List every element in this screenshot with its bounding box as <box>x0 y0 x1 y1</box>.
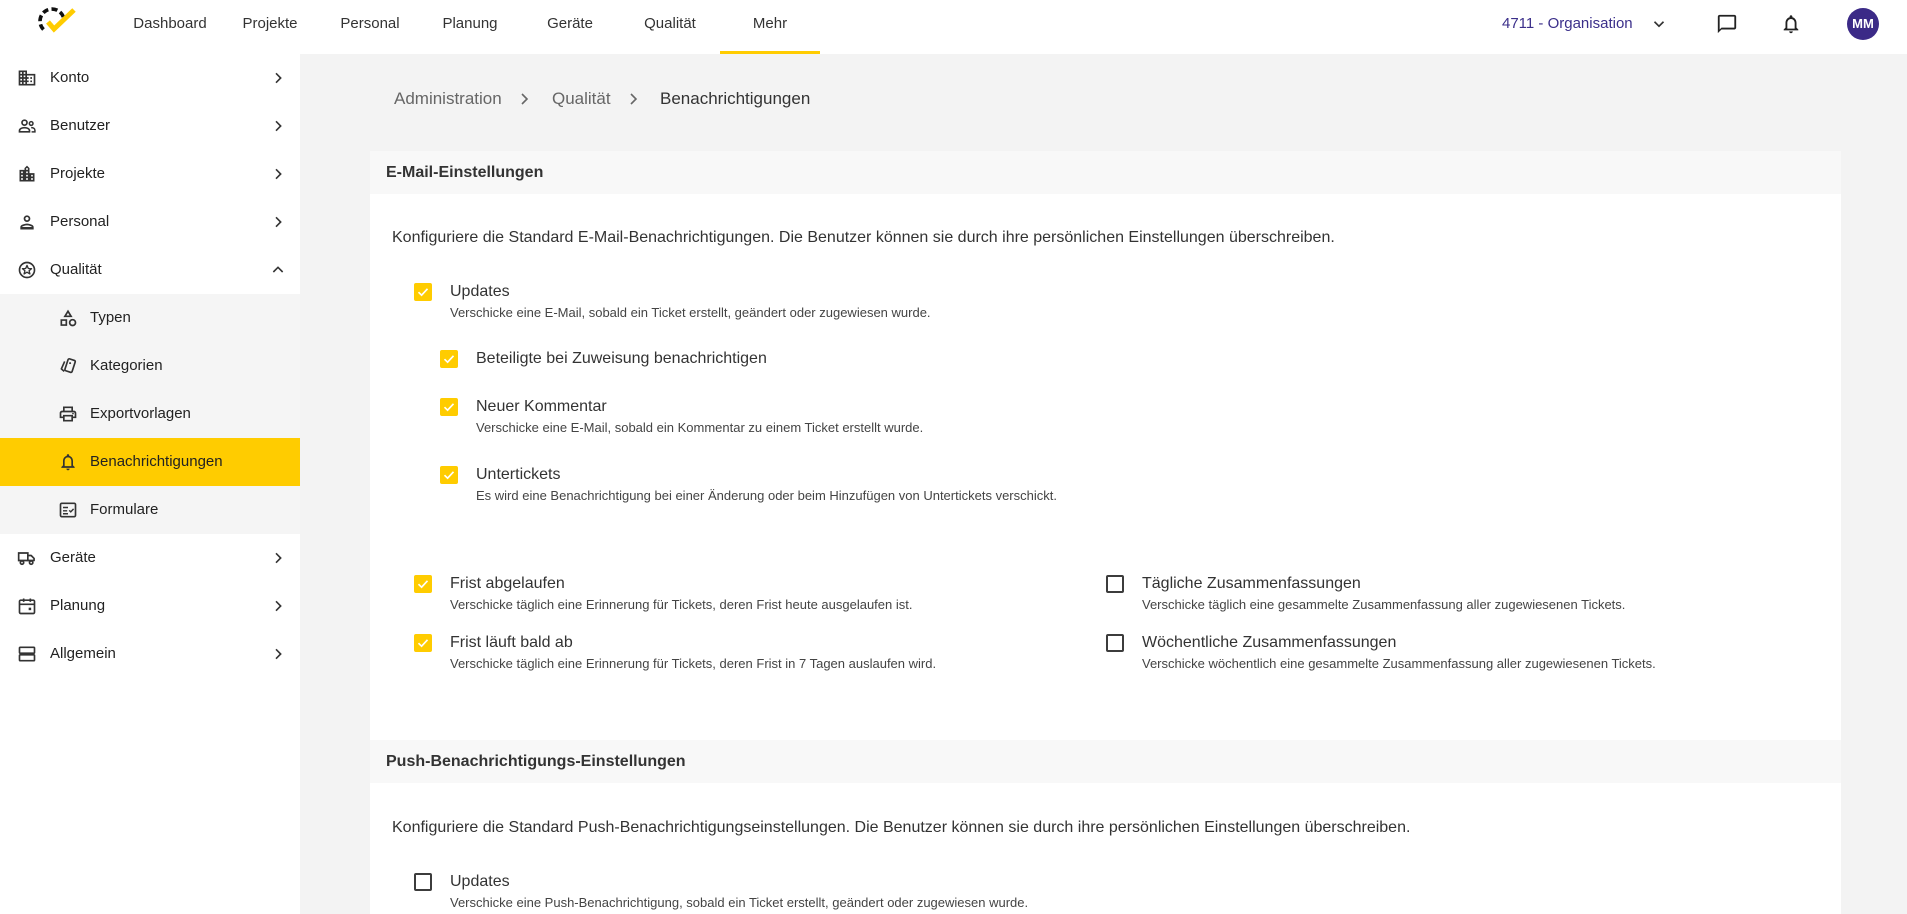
chevron-right-icon <box>270 214 286 230</box>
nav-tab-projekte[interactable]: Projekte <box>242 15 298 32</box>
building-icon <box>17 68 37 88</box>
option-untertickets <box>440 465 1057 505</box>
sidebar-item-formulare[interactable] <box>0 486 300 534</box>
option-label: Frist läuft bald ab <box>450 634 573 651</box>
card-description: Konfiguriere die Standard E-Mail-Benachrichtigungen. Die Benutzer können sie durch ihre persönlichen Einstellungen überschreiben. <box>392 229 1335 246</box>
calendar-icon <box>17 596 37 616</box>
chevron-right-icon <box>270 646 286 662</box>
card-title: Push-Benachrichtigungs-Einstellungen <box>370 740 1841 783</box>
option-description: Verschicke eine E-Mail, sobald ein Kommentar zu einem Ticket erstellt wurde. <box>476 420 924 435</box>
top-bar <box>0 0 1907 54</box>
option-label: Beteiligte bei Zuweisung benachrichtigen <box>476 350 767 367</box>
sidebar-item-label: Konto <box>50 69 90 86</box>
option-label: Wöchentliche Zusammenfassungen <box>1142 634 1397 651</box>
checkbox[interactable] <box>440 398 458 416</box>
sidebar-item-label: Benachrichtigungen <box>90 453 223 470</box>
checkbox[interactable] <box>414 634 432 652</box>
option-description: Es wird eine Benachrichtigung bei einer Änderung oder beim Hinzufügen von Untertickets verschickt. <box>476 488 1057 503</box>
breadcrumb-item-administration[interactable]: Administration <box>394 89 502 108</box>
printer-icon <box>58 404 78 424</box>
main-content <box>300 54 1907 914</box>
storage-icon <box>17 644 37 664</box>
sidebar-item-typen[interactable] <box>0 294 300 342</box>
chevron-right-icon <box>270 550 286 566</box>
option-label: Neuer Kommentar <box>476 398 607 415</box>
option-taegliche-zusammenfassungen <box>1106 574 1625 614</box>
option-beteiligte-benachrichtigen <box>440 349 767 369</box>
bell-icon[interactable] <box>1780 13 1802 35</box>
app-logo-icon[interactable] <box>34 4 82 40</box>
city-icon <box>17 164 37 184</box>
nav-tab-personal[interactable]: Personal <box>340 15 400 32</box>
star-circle-icon <box>17 260 37 280</box>
sidebar-item-exportvorlagen[interactable] <box>0 390 300 438</box>
card-description: Konfiguriere die Standard Push-Benachrichtigungseinstellungen. Die Benutzer können sie durch ihre persönlichen Einstellungen überschreiben. <box>392 819 1411 836</box>
chevron-right-icon <box>270 70 286 86</box>
sidebar-item-qualitaet[interactable] <box>0 246 300 294</box>
sidebar-item-personal[interactable] <box>0 198 300 246</box>
nav-tab-dashboard[interactable]: Dashboard <box>133 15 207 32</box>
person-icon <box>17 212 37 232</box>
option-description: Verschicke eine E-Mail, sobald ein Ticket erstellt, geändert oder zugewiesen wurde. <box>450 305 931 320</box>
sidebar-item-label: Qualität <box>50 261 102 278</box>
sidebar-item-allgemein[interactable] <box>0 630 300 678</box>
sidebar-item-label: Personal <box>50 213 110 230</box>
option-description: Verschicke täglich eine Erinnerung für Tickets, deren Frist in 7 Tagen auslaufen wird. <box>450 656 937 671</box>
checkbox[interactable] <box>414 283 432 301</box>
sidebar <box>0 54 300 914</box>
sidebar-item-kategorien[interactable] <box>0 342 300 390</box>
option-updates <box>414 282 931 322</box>
chevron-right-icon <box>629 93 639 105</box>
option-frist-abgelaufen <box>414 574 912 614</box>
option-description: Verschicke eine Push-Benachrichtigung, sobald ein Ticket erstellt, geändert oder zugewiesen wurde. <box>450 895 1029 910</box>
chat-icon[interactable] <box>1716 13 1738 35</box>
option-description: Verschicke täglich eine Erinnerung für Tickets, deren Frist heute ausgelaufen ist. <box>450 597 913 612</box>
chevron-right-icon <box>270 118 286 134</box>
sidebar-item-label: Projekte <box>50 165 106 182</box>
truck-icon <box>17 548 37 568</box>
shapes-icon <box>58 308 78 328</box>
chevron-right-icon <box>270 166 286 182</box>
nav-tab-mehr[interactable]: Mehr <box>720 0 820 54</box>
sidebar-item-label: Allgemein <box>50 645 116 662</box>
sidebar-item-projekte[interactable] <box>0 150 300 198</box>
sidebar-item-label: Exportvorlagen <box>90 405 191 422</box>
avatar[interactable]: MM <box>1847 8 1879 40</box>
option-label: Updates <box>450 873 510 890</box>
sidebar-item-label: Planung <box>50 597 106 614</box>
sidebar-item-geraete[interactable] <box>0 534 300 582</box>
sidebar-item-konto[interactable] <box>0 54 300 102</box>
option-woechentliche-zusammenfassungen <box>1106 633 1656 673</box>
sidebar-item-label: Benutzer <box>50 117 111 134</box>
sidebar-item-benutzer[interactable] <box>0 102 300 150</box>
chevron-right-icon <box>270 598 286 614</box>
option-label: Tägliche Zusammenfassungen <box>1142 575 1361 592</box>
option-label: Untertickets <box>476 466 561 483</box>
option-description: Verschicke täglich eine gesammelte Zusammenfassung aller zugewiesenen Tickets. <box>1142 597 1626 612</box>
option-description: Verschicke wöchentlich eine gesammelte Zusammenfassung aller zugewiesenen Tickets. <box>1142 656 1656 671</box>
bell-icon <box>58 452 78 472</box>
option-frist-laeuft-bald-ab <box>414 633 936 673</box>
checkbox[interactable] <box>414 575 432 593</box>
tags-icon <box>58 356 78 376</box>
nav-tab-geraete[interactable]: Geräte <box>547 15 593 32</box>
checkbox[interactable] <box>440 350 458 368</box>
option-label: Frist abgelaufen <box>450 575 565 592</box>
checkbox[interactable] <box>440 466 458 484</box>
form-icon <box>58 500 78 520</box>
organisation-selector[interactable]: 4711 - Organisation <box>1502 15 1633 32</box>
chevron-right-icon <box>520 93 530 105</box>
checkbox[interactable] <box>1106 634 1124 652</box>
sidebar-item-label: Geräte <box>50 549 96 566</box>
sidebar-item-label: Typen <box>90 309 131 326</box>
checkbox[interactable] <box>1106 575 1124 593</box>
nav-tab-qualitaet[interactable]: Qualität <box>644 15 696 32</box>
chevron-down-icon[interactable] <box>1650 15 1668 33</box>
sidebar-item-planung[interactable] <box>0 582 300 630</box>
users-icon <box>17 116 37 136</box>
push-settings-card <box>370 740 1841 914</box>
breadcrumb-item-current: Benachrichtigungen <box>660 89 811 108</box>
sidebar-item-benachrichtigungen[interactable] <box>0 438 300 486</box>
sidebar-item-label: Kategorien <box>90 357 163 374</box>
option-label: Updates <box>450 283 510 300</box>
chevron-up-icon <box>270 262 286 278</box>
sidebar-item-label: Formulare <box>90 501 159 518</box>
checkbox[interactable] <box>414 873 432 891</box>
sidebar-subgroup-qualitaet <box>0 294 300 534</box>
breadcrumb-item-qualitaet[interactable]: Qualität <box>552 89 611 108</box>
option-push-updates <box>414 872 1028 912</box>
option-neuer-kommentar <box>440 397 923 437</box>
nav-tab-planung[interactable]: Planung <box>442 15 498 32</box>
main-nav <box>120 0 820 54</box>
card-title: E-Mail-Einstellungen <box>370 151 1841 194</box>
email-settings-card <box>370 151 1841 740</box>
